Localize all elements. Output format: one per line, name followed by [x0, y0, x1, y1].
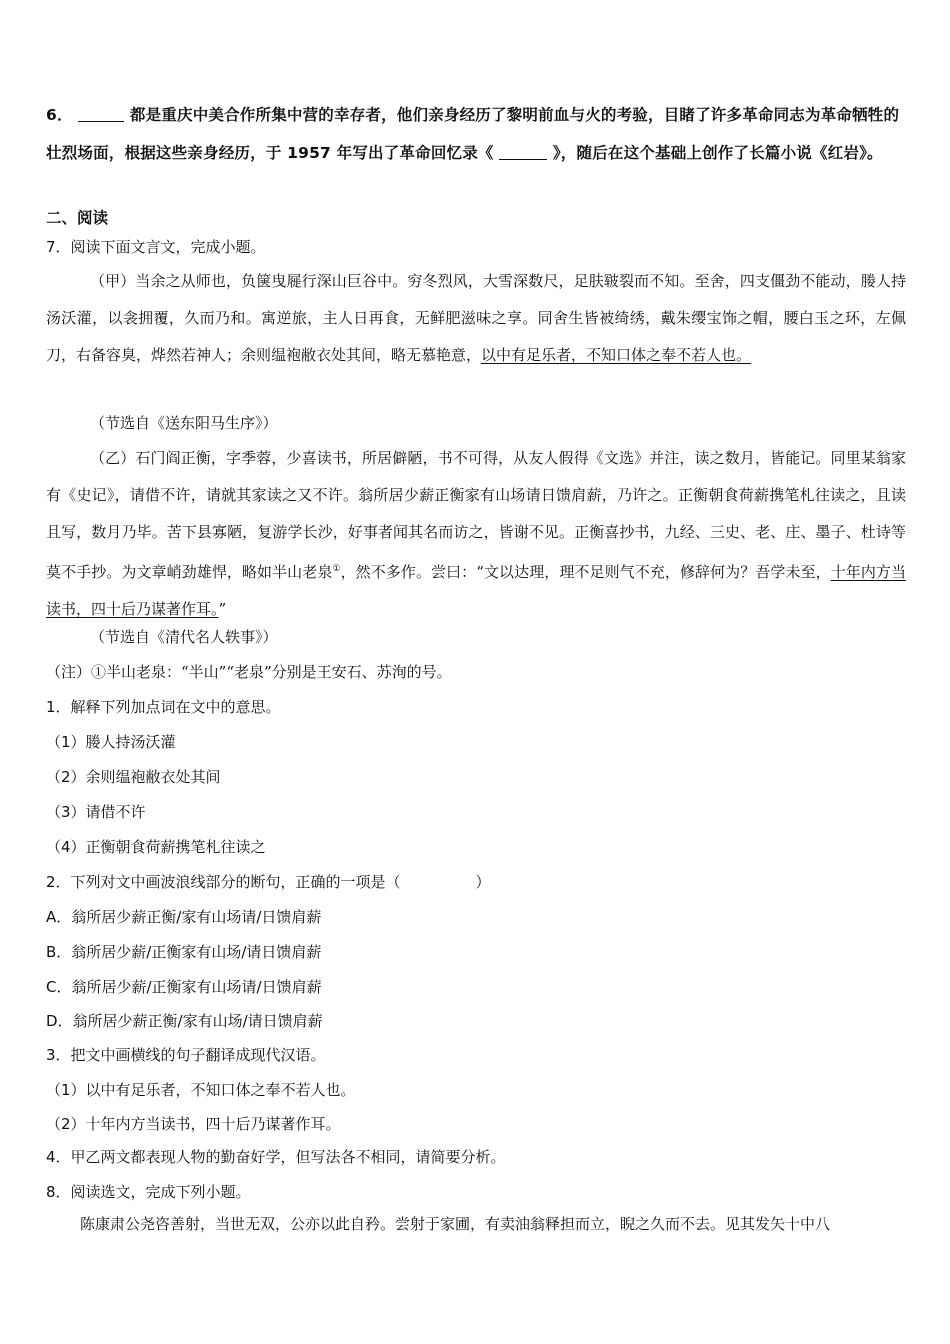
passage-yi-text-2: ，然不多作。尝曰：“文以达理，理不足则气不充，修辞何为？吾学未至， [340, 563, 831, 581]
question-6 [46, 96, 914, 172]
passage-yi-end: ” [218, 600, 227, 618]
sub-question-1-item: （1）媵人持汤沃灌 [46, 733, 176, 751]
question-8-stem: 8．阅读选文，完成下列小题。 [46, 1183, 251, 1201]
passage-jia-text: （甲）当余之从师也，负箧曳屣行深山巨谷中。穷冬烈风，大雪深数尺，足肤皲裂而不知。至舍，四支僵劲不能动，媵人持汤沃灌，以衾拥覆，久而乃和。寓逆旅，主人日再食，无鲜肥滋味之享。同舍生皆被绮绣，戴朱缨宝饰之帽，腰白玉之环，左佩刀，右备容臭，烨然若神人；余则缊袍敝衣处其间，略无慕艳意， [46, 272, 906, 364]
passage-yi [46, 440, 906, 628]
sub-question-1-item: （4）正衡朝食荷薪携笔札往读之 [46, 838, 266, 856]
option-b[interactable]: B．翁所居少薪/正衡家有山场/请日馈肩薪 [46, 943, 322, 961]
sub-question-1-item: （2）余则缊袍敝衣处其间 [46, 768, 221, 786]
footnote-marker: ① [332, 564, 341, 574]
passage-q8: 陈康肃公尧咨善射，当世无双，公亦以此自矜。尝射于家圃，有卖油翁释担而立，睨之久而不去。见其发矢十中八 [80, 1215, 831, 1233]
sub-question-3-item: （1）以中有足乐者，不知口体之奉不若人也。 [46, 1081, 356, 1099]
passage-jia [46, 263, 906, 374]
sub-question-3-stem: 3．把文中画横线的句子翻译成现代汉语。 [46, 1046, 326, 1064]
sub-question-2-stem: 2．下列对文中画波浪线部分的断句，正确的一项是（ ） [46, 873, 491, 891]
passage-jia-source: （节选自《送东阳马生序》） [90, 414, 278, 432]
answer-blank[interactable] [78, 105, 124, 122]
passage-yi-underlined: 十年内方当读书，四十后乃谋著作耳。 [46, 563, 907, 618]
question-6-number: 6． [46, 106, 73, 124]
passage-yi-source: （节选自《清代名人轶事》） [90, 628, 278, 646]
question-6-text-b: 》，随后在这个基础上创作了长篇小说《红岩》。 [552, 144, 883, 162]
question-6-text-a: 都是重庆中美合作所集中营的幸存者，他们亲身经历了黎明前血与火的考验，目睹了许多革命同志为革命牺牲的壮烈场面，根据这些亲身经历，于 1957 年写出了革命回忆录《 [46, 106, 900, 162]
footnote: （注）①半山老泉：“半山”“老泉”分别是王安石、苏洵的号。 [46, 663, 452, 681]
sub-question-4-stem: 4．甲乙两文都表现人物的勤奋好学，但写法各不相同，请简要分析。 [46, 1148, 506, 1166]
option-d[interactable]: D．翁所居少薪正衡/家有山场/请日馈肩薪 [46, 1012, 323, 1030]
sub-question-3-item: （2）十年内方当读书，四十后乃谋著作耳。 [46, 1115, 341, 1133]
option-a[interactable]: A．翁所居少薪正衡/家有山场请/日馈肩薪 [46, 908, 322, 926]
option-c[interactable]: C．翁所居少薪/正衡家有山场请/日馈肩薪 [46, 978, 322, 996]
section-heading: 二、阅读 [46, 209, 109, 227]
question-7-stem: 7．阅读下面文言文，完成小题。 [46, 238, 266, 256]
sub-question-1-stem: 1．解释下列加点词在文中的意思。 [46, 698, 281, 716]
answer-blank[interactable] [499, 143, 547, 160]
passage-jia-underlined: 以中有足乐者，不知口体之奉不若人也。 [481, 346, 752, 364]
sub-question-1-item: （3）请借不许 [46, 803, 146, 821]
passage-yi-text: （乙）石门阎正衡，字季蓉，少喜读书，所居僻陋，书不可得，从友人假得《文选》并注，读之数月，皆能记。同里某翁家有《史记》，请借不许，请就其家读之又不许。翁所居少薪正衡家有山场请日馈肩薪，乃许之。正衡朝食荷薪携笔札往读之，且读且写，数月乃毕。苦下县寡陋，复游学长沙，好事者闻其名而访之，皆谢不见。正衡喜抄书，九经、三史、老、庄、墨子、杜诗等莫不手抄。为文章峭劲雄悍，略如半山老泉 [46, 449, 906, 581]
